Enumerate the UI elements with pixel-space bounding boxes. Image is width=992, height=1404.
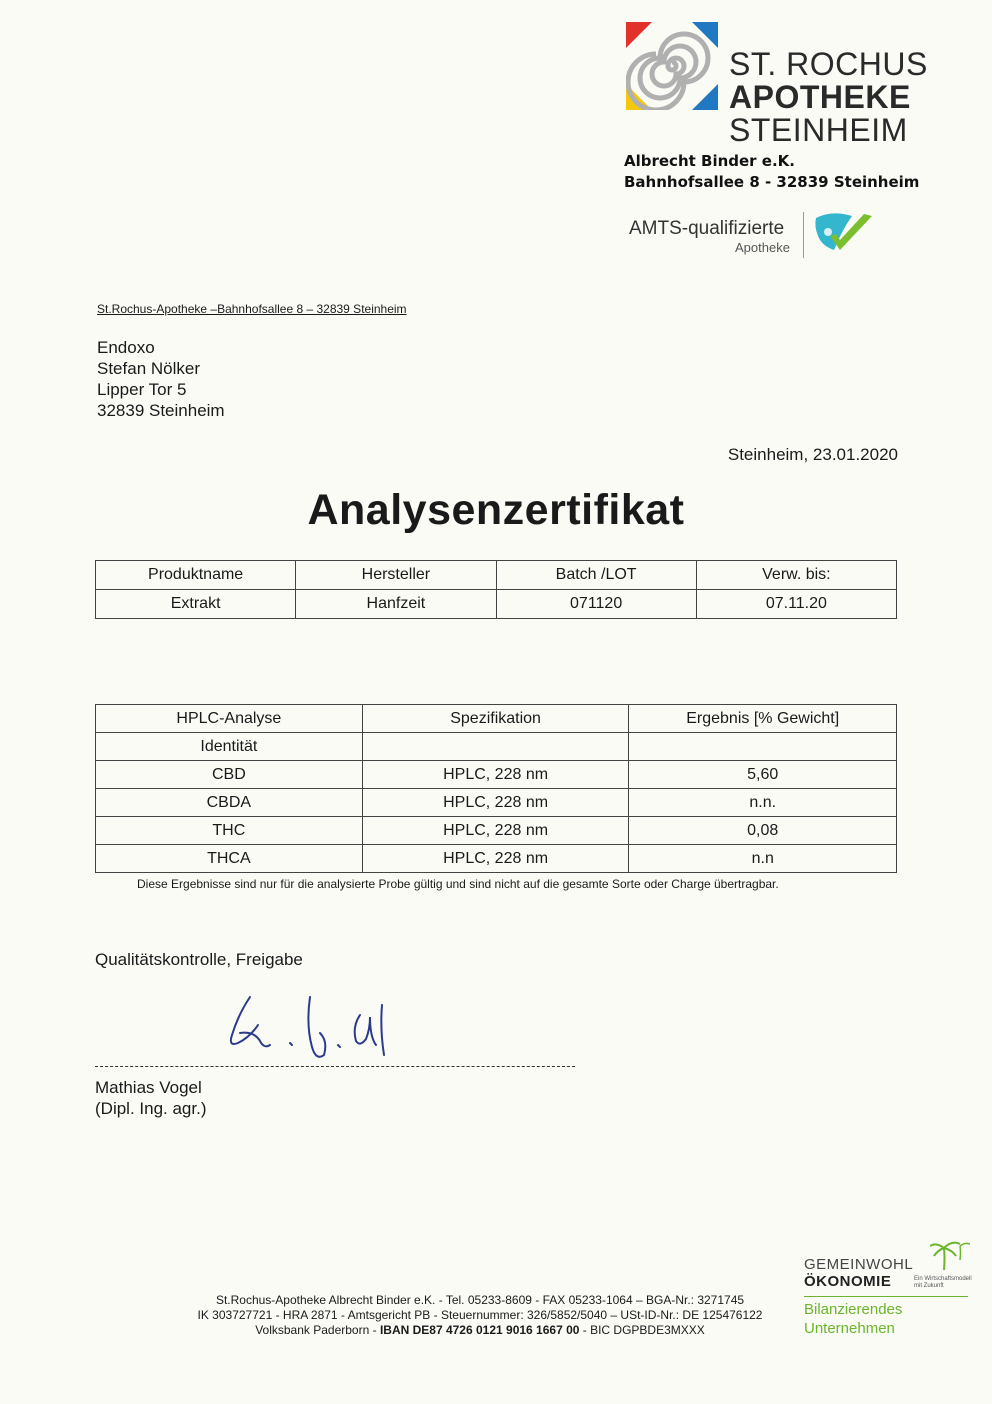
table-cell: CBD — [96, 761, 363, 789]
table-header-cell: Produktname — [96, 561, 296, 590]
recipient-company: Endoxo — [97, 338, 155, 357]
gwoe-line-2: ÖKONOMIE — [804, 1273, 892, 1290]
recipient-city: 32839 Steinheim — [97, 401, 225, 420]
gwoe-divider — [804, 1296, 968, 1297]
sender-line: St.Rochus-Apotheke –Bahnhofsallee 8 – 32839 Steinheim — [97, 302, 407, 316]
table-section-cell: Identität — [96, 733, 363, 761]
table-row — [96, 845, 897, 873]
table-header-cell: Hersteller — [296, 561, 496, 590]
signer-name: Mathias Vogel — [95, 1078, 202, 1097]
table-header-cell: Verw. bis: — [696, 561, 896, 590]
gwoe-line-4: Unternehmen — [804, 1320, 895, 1337]
letter-date: Steinheim, 23.01.2020 — [727, 445, 898, 464]
table-header-cell: Spezifikation — [362, 705, 629, 733]
table-cell: HPLC, 228 nm — [362, 845, 629, 873]
gwoe-line-1: GEMEINWOHL — [804, 1256, 914, 1273]
table-cell: 071120 — [496, 590, 696, 619]
signature-line — [95, 1066, 575, 1067]
table-cell: 0,08 — [629, 817, 897, 845]
table-cell — [629, 733, 897, 761]
owner-name: Albrecht Binder e.K. — [624, 152, 795, 170]
table-cell: HPLC, 228 nm — [362, 789, 629, 817]
table-cell: HPLC, 228 nm — [362, 761, 629, 789]
table-section-row — [96, 733, 897, 761]
document-title: Analysenzertifikat — [307, 486, 685, 534]
qc-label: Qualitätskontrolle, Freigabe — [95, 950, 303, 969]
table-cell: 07.11.20 — [696, 590, 896, 619]
table-header-cell: Batch /LOT — [496, 561, 696, 590]
table-cell: n.n — [629, 845, 897, 873]
table-header-row — [96, 705, 897, 733]
brand-line-2: APOTHEKE — [729, 79, 911, 115]
table-header-cell: HPLC-Analyse — [96, 705, 363, 733]
signer-title: (Dipl. Ing. agr.) — [95, 1099, 207, 1118]
amts-checkmark-icon — [812, 210, 876, 267]
table-cell: Hanfzeit — [296, 590, 496, 619]
footer-line-1: St.Rochus-Apotheke Albrecht Binder e.K. - Tel. 05233-8609 - FAX 05233-1064 – BGA-Nr.: 3271745 — [215, 1293, 745, 1307]
recipient-name: Stefan Nölker — [97, 359, 200, 378]
brand-line-1: ST. ROCHUS — [729, 46, 928, 82]
gwoe-tagline-1: Ein Wirtschaftsmodell — [914, 1276, 972, 1282]
recipient-street: Lipper Tor 5 — [97, 380, 187, 399]
handwritten-signature — [220, 985, 400, 1090]
table-cell: THC — [96, 817, 363, 845]
gwoe-tagline-2: mit Zukunft — [914, 1283, 944, 1289]
table-row — [96, 590, 897, 619]
amts-title: AMTS-qualifizierte — [629, 218, 785, 239]
table-cell: HPLC, 228 nm — [362, 817, 629, 845]
table-cell: Extrakt — [96, 590, 296, 619]
amts-subtitle: Apotheke — [735, 240, 790, 255]
amts-divider — [803, 212, 804, 258]
pharmacy-spiral-logo — [626, 22, 718, 115]
brand-line-3: STEINHEIM — [729, 112, 908, 148]
footer-line-2: IK 303727721 - HRA 2871 - Amtsgericht PB - Steuernummer: 326/5852/5040 – USt-ID-Nr.: DE 125476122 — [197, 1308, 763, 1322]
table-header-row — [96, 561, 897, 590]
palm-tree-icon — [930, 1240, 970, 1277]
table-header-cell: Ergebnis [% Gewicht] — [629, 705, 897, 733]
table-cell: n.n. — [629, 789, 897, 817]
owner-address: Bahnhofsallee 8 - 32839 Steinheim — [624, 173, 920, 191]
analysis-table — [95, 704, 897, 873]
product-table — [95, 560, 897, 619]
footer-bic: - BIC DGPBDE3MXXX — [579, 1323, 705, 1337]
footer-bank: Volksbank Paderborn - — [255, 1323, 380, 1337]
gwoe-line-3: Bilanzierendes — [804, 1301, 903, 1318]
table-row — [96, 789, 897, 817]
table-row — [96, 817, 897, 845]
disclaimer-note: Diese Ergebnisse sind nur für die analysierte Probe gültig und sind nicht auf die gesamte Sorte oder Charge übertragbar. — [137, 877, 779, 891]
table-cell: CBDA — [96, 789, 363, 817]
table-cell: THCA — [96, 845, 363, 873]
footer-iban: IBAN DE87 4726 0121 9016 1667 00 — [379, 1323, 580, 1337]
table-row — [96, 761, 897, 789]
table-cell — [362, 733, 629, 761]
table-cell: 5,60 — [629, 761, 897, 789]
